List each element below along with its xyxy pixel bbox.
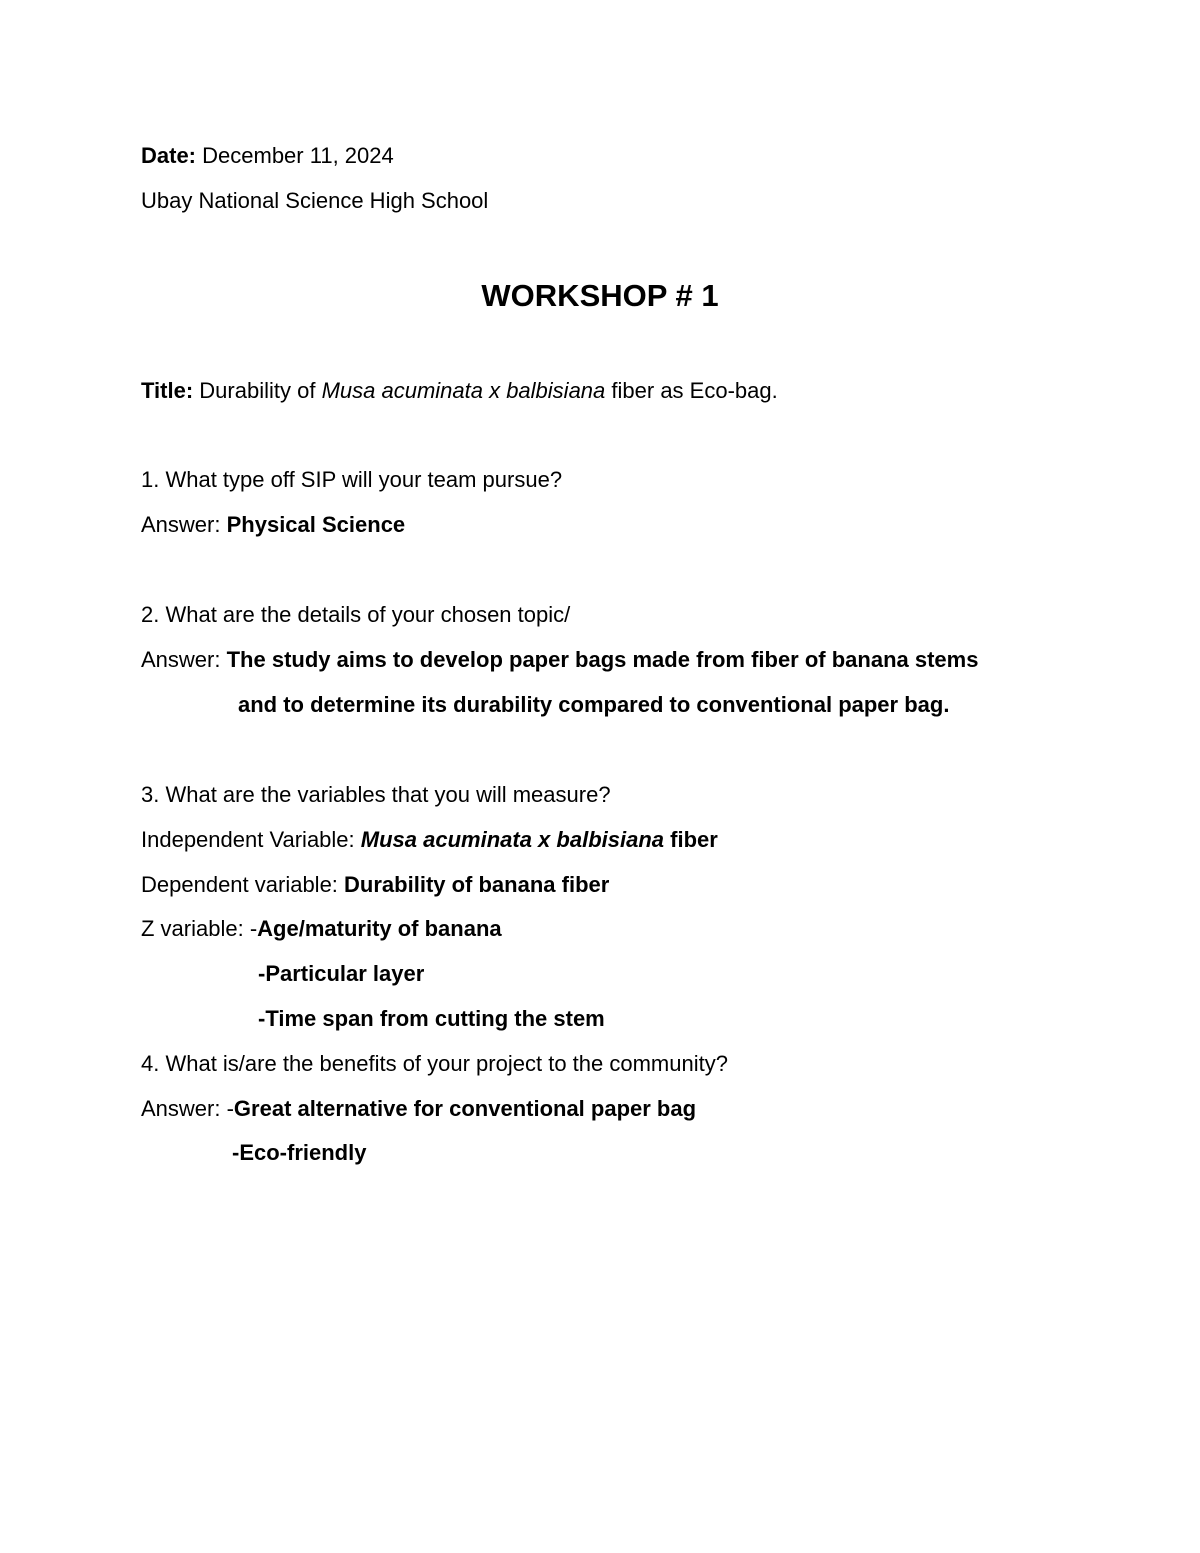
z-item-3: -Time span from cutting the stem	[258, 1006, 605, 1031]
question-3: 3. What are the variables that you will measure?	[141, 782, 611, 807]
date-label: Date:	[141, 143, 197, 168]
question-2: 2. What are the details of your chosen topic/	[141, 602, 571, 627]
dependent-label: Dependent variable:	[141, 872, 338, 897]
dependent-variable	[141, 870, 609, 900]
independent-variable	[141, 825, 718, 855]
independent-suffix: fiber	[670, 827, 718, 852]
title-line	[141, 376, 778, 406]
z-label: Z variable: -	[141, 916, 258, 941]
z-item-2: -Particular layer	[258, 961, 425, 986]
answer-2-line-2: and to determine its durability compared to conventional paper bag.	[238, 692, 950, 717]
date-line	[141, 141, 394, 171]
question-4: 4. What is/are the benefits of your project to the community?	[141, 1051, 728, 1076]
answer-1-label: Answer:	[141, 512, 221, 537]
title-suffix: fiber as Eco-bag.	[611, 378, 778, 403]
answer-2-label: Answer:	[141, 647, 221, 672]
school-name: Ubay National Science High School	[141, 188, 489, 213]
answer-1	[141, 510, 405, 540]
date-value: December 11, 2024	[202, 143, 394, 168]
title-species: Musa acuminata x balbisiana	[321, 378, 606, 403]
z-variable	[141, 914, 502, 944]
answer-4-item-2: -Eco-friendly	[232, 1140, 367, 1165]
answer-4-item-1: Great alternative for conventional paper bag	[233, 1096, 697, 1121]
z-item-1: Age/maturity of banana	[257, 916, 502, 941]
answer-4-line-1	[141, 1094, 696, 1124]
title-label: Title:	[141, 378, 194, 403]
question-1: 1. What type off SIP will your team pursue?	[141, 467, 563, 492]
independent-species: Musa acuminata x balbisiana	[360, 827, 665, 852]
answer-2-line-1	[141, 645, 978, 675]
answer-4-label: Answer: -	[141, 1096, 234, 1121]
dependent-value: Durability of banana fiber	[344, 872, 610, 897]
independent-label: Independent Variable:	[141, 827, 355, 852]
answer-1-value: Physical Science	[226, 512, 406, 537]
title-prefix: Durability of	[199, 378, 316, 403]
answer-2-text-1: The study aims to develop paper bags made from fiber of banana stems	[226, 647, 979, 672]
workshop-heading: WORKSHOP # 1	[481, 278, 719, 313]
